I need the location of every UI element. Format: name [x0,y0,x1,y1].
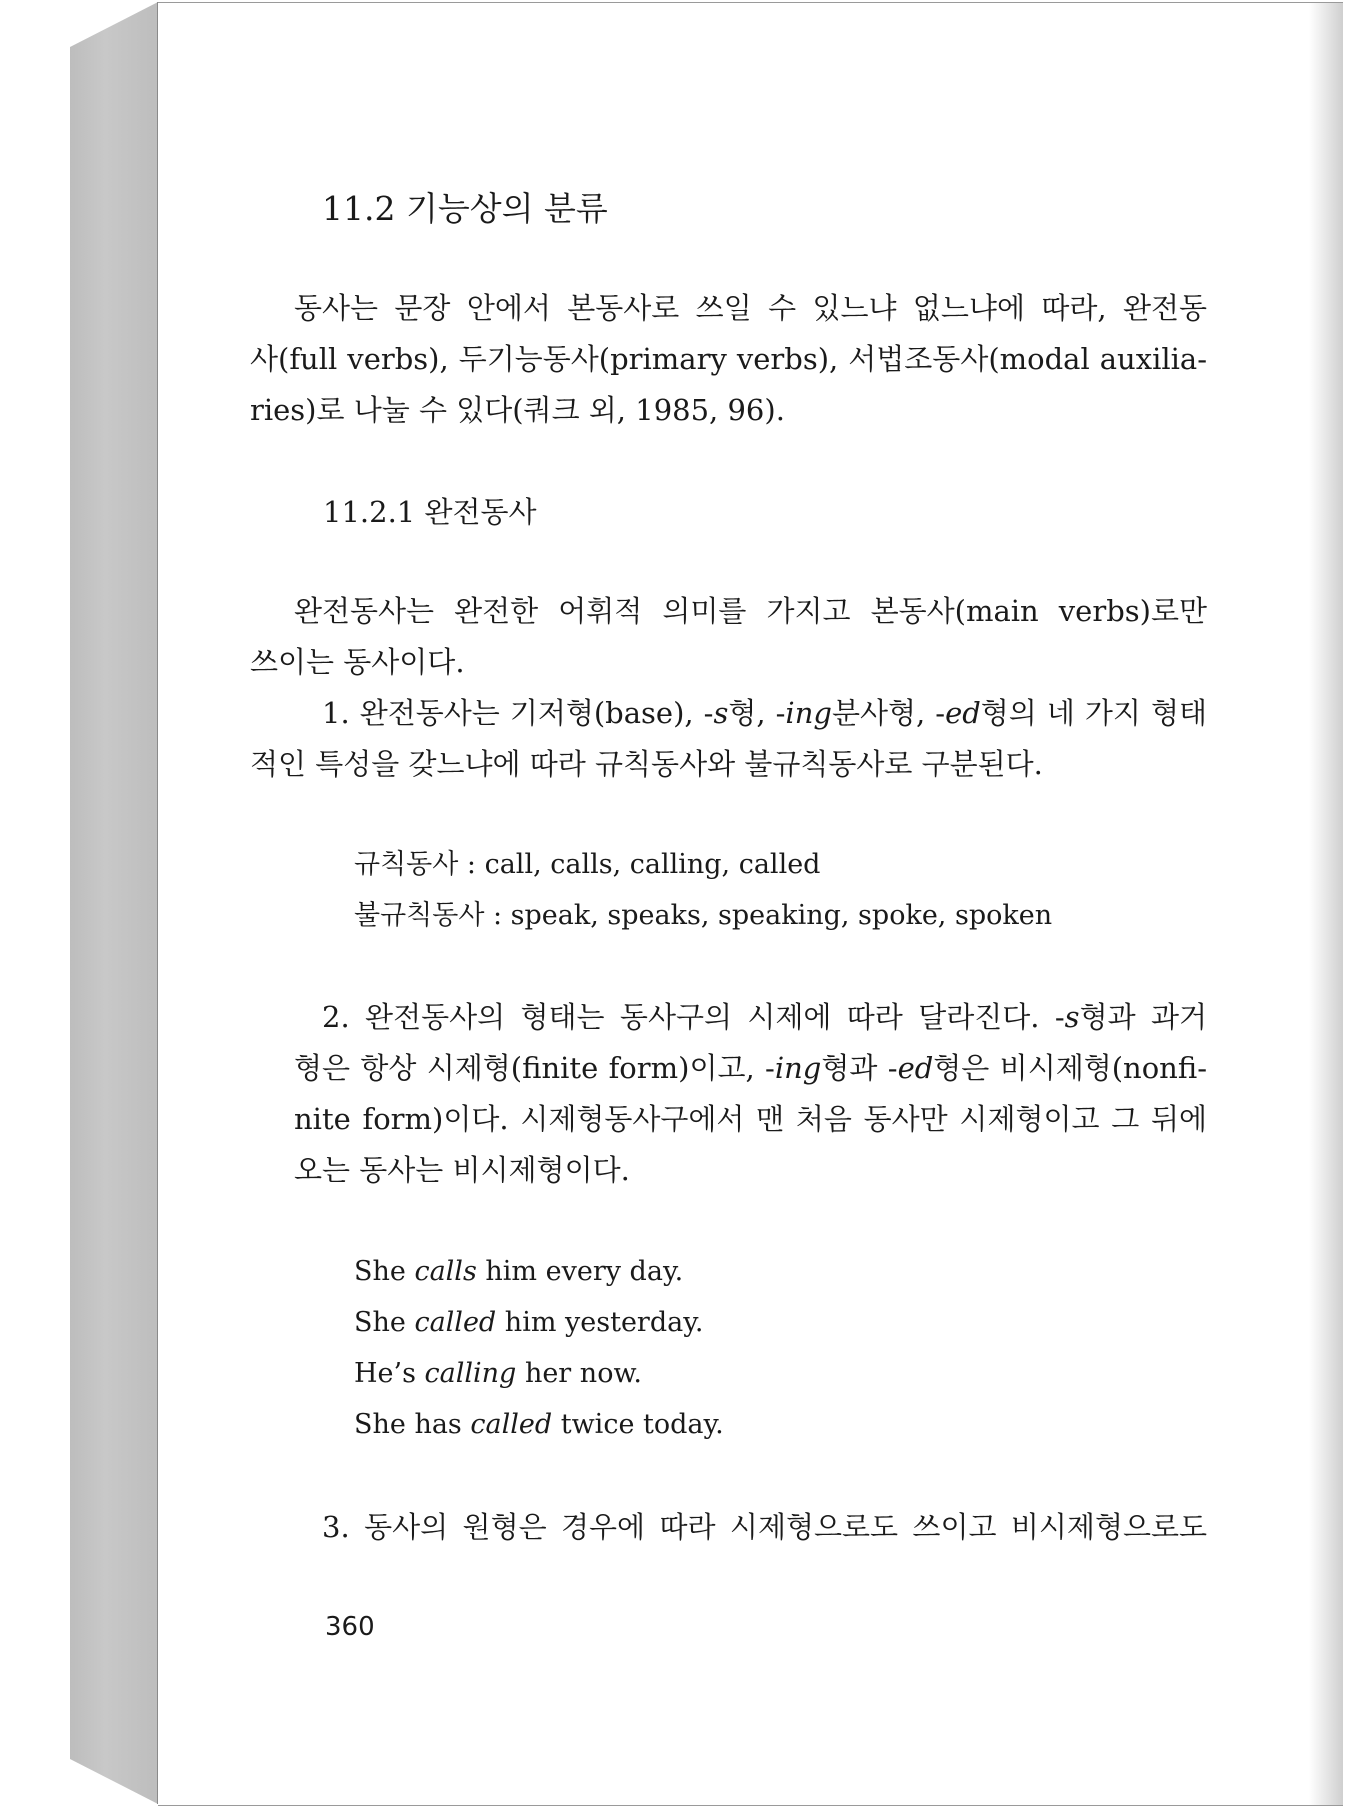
point-2-line: 형은 항상 시제형(finite form)이고, -ing형과 -ed형은 비시제형(nonfi- [294,1051,1208,1085]
book-spine [70,2,158,1804]
example-sentences [354,1246,724,1450]
point-2-line: 오는 동사는 비시제형이다. [294,1153,630,1187]
example-sentence: She calls him every day. [354,1256,684,1287]
regular-verbs-line: 규칙동사 : call, calls, calling, called [354,849,821,880]
subsection-heading: 11.2.1 완전동사 [323,495,537,529]
page-edge-shadow [1309,3,1343,1805]
point-2-line: 2. 완전동사의 형태는 동사구의 시제에 따라 달라진다. -s형과 과거 [322,1000,1208,1034]
example-sentence: She has called twice today. [354,1409,724,1440]
example-sentence: He’s calling her now. [354,1358,642,1389]
intro-paragraph [250,283,1207,436]
irregular-verbs-line: 불규칙동사 : speak, speaks, speaking, spoke, spoken [354,900,1053,931]
point-3-line: 3. 동사의 원형은 경우에 따라 시제형으로도 쓰이고 비시제형으로도 [322,1510,1207,1544]
example-sentence: She called him yesterday. [354,1307,704,1338]
intro-line: ries)로 나눌 수 있다(쿼크 외, 1985, 96). [250,393,785,427]
point-1-line: 1. 완전동사는 기저형(base), -s형, -ing분사형, -ed형의 네 가지 형태 [322,696,1208,730]
definition-line: 쓰이는 동사이다. [250,645,465,679]
definition-line: 완전동사는 완전한 어휘적 의미를 가지고 본동사(main verbs)로만 [294,594,1207,628]
point-3-paragraph [322,1502,1207,1553]
verb-class-examples [354,839,1052,941]
point-2-paragraph [294,992,1208,1196]
point-1-line: 적인 특성을 갖느냐에 따라 규칙동사와 불규칙동사로 구분된다. [250,747,1043,781]
page-number: 360 [325,1612,375,1642]
section-heading: 11.2 기능상의 분류 [322,189,608,228]
intro-line: 사(full verbs), 두기능동사(primary verbs), 서법조동사(modal auxilia- [250,342,1207,376]
intro-line: 동사는 문장 안에서 본동사로 쓰일 수 있느냐 없느냐에 따라, 완전동 [294,291,1207,325]
definition-paragraph [250,586,1207,688]
point-1-paragraph [250,688,1208,790]
point-2-line: nite form)이다. 시제형동사구에서 맨 처음 동사만 시제형이고 그 뒤에 [294,1102,1207,1136]
